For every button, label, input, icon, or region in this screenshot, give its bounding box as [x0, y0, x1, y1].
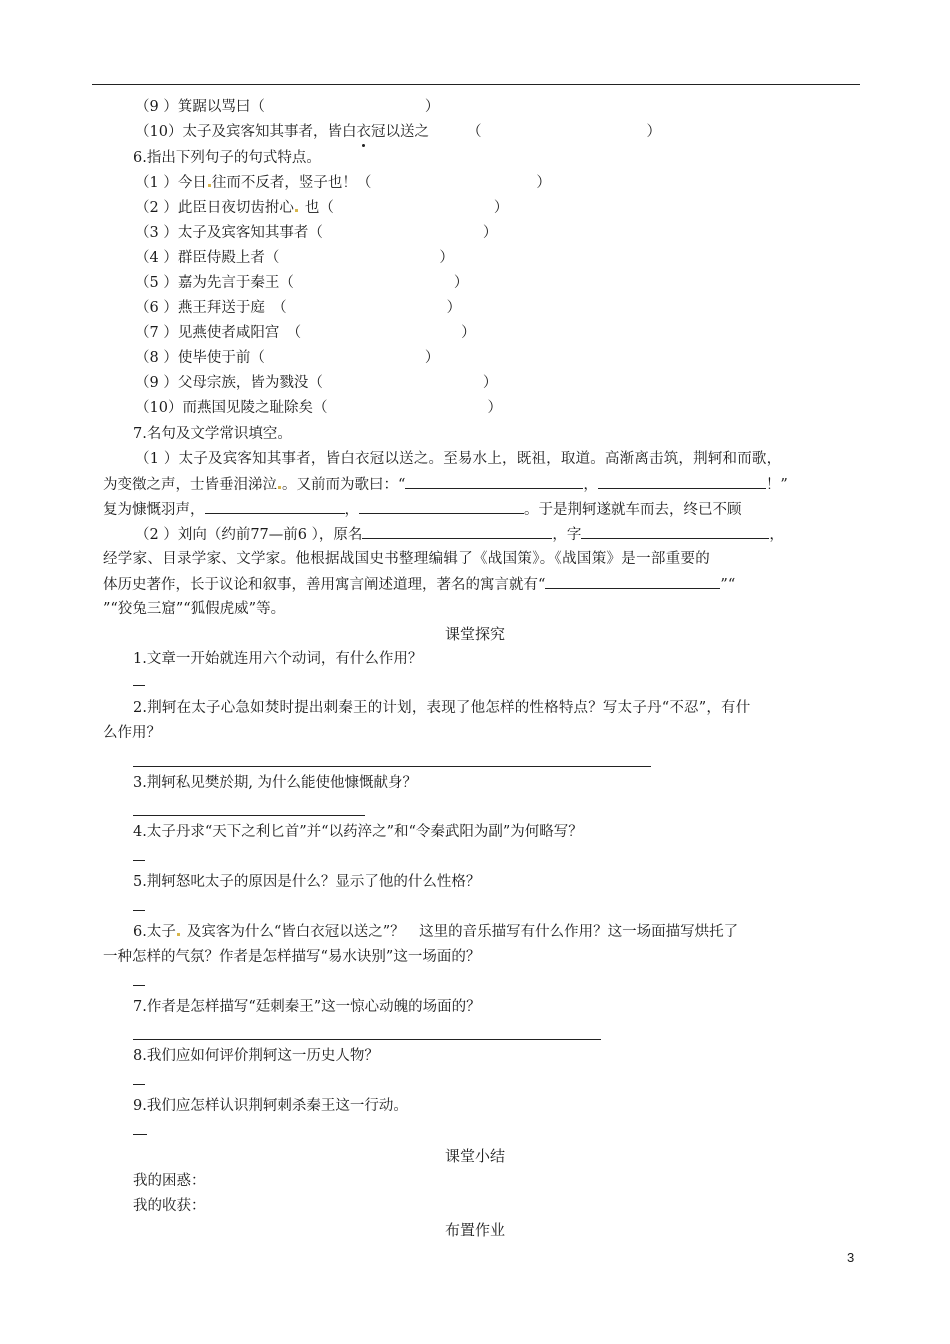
inquiry-q2-line1: 2.荆轲在太子心急如焚时提出刺秦王的计划，表现了他怎样的性格特点？写太子丹“不忍”，有什	[133, 700, 751, 716]
section-6-title: 6.指出下列句子的句式特点。	[133, 150, 321, 166]
inquiry-q3: 3.荆轲私见樊於期, 为什么能使他慷慨献身？	[133, 775, 418, 791]
answer-line[interactable]	[133, 897, 145, 917]
inquiry-q2-line2: 么作用？	[103, 725, 161, 741]
inquiry-q1: 1.文章一开始就连用六个动词，有什么作用？	[133, 651, 423, 667]
fill-blank[interactable]	[405, 474, 583, 489]
answer-line[interactable]	[133, 672, 145, 692]
header-rule	[92, 84, 860, 85]
inquiry-heading: 课堂探究	[444, 625, 505, 643]
summary-confusion: 我的困惑：	[133, 1173, 206, 1189]
answer-line[interactable]	[133, 1121, 147, 1141]
answer-line[interactable]	[133, 847, 145, 867]
homework-heading: 布置作业	[444, 1221, 505, 1239]
s7-p2-line2: 经学家、目录学家、文学家。他根据战国史书整理编辑了《战国策》。《战国策》是一部重要的	[103, 551, 711, 567]
highlight-mark	[278, 486, 281, 489]
s6-item-6: （6 ）燕王拜送于庭 （ ）	[135, 300, 462, 316]
fill-blank[interactable]	[545, 574, 720, 589]
s6-item-5: （5 ）嘉为先言于秦王（ ）	[135, 275, 469, 291]
summary-heading: 课堂小结	[444, 1147, 505, 1165]
fill-blank[interactable]	[598, 474, 766, 489]
s7-p1-line3: 复为慷慨羽声， ， 。于是荆轲遂就车而去，终已不顾	[103, 499, 742, 520]
inquiry-q6-line1: 6.太子 及宾客为什么“皆白衣冠以送之”？ 这里的音乐描写有什么作用？这一场面描写烘托了	[133, 924, 739, 940]
highlight-mark	[295, 209, 298, 212]
summary-gain: 我的收获：	[133, 1198, 206, 1214]
s7-p1-line1: （1 ）太子及宾客知其事者，皆白衣冠以送之。至易水上，既祖，取道。高渐离击筑，荆轲和而歌，	[135, 451, 782, 467]
s6-item-7: （7 ）见燕使者咸阳宫 （ ）	[135, 325, 476, 341]
inquiry-q5: 5.荆轲怒叱太子的原因是什么？显示了他的什么性格？	[133, 874, 481, 890]
dotted-emphasis: 白衣冠	[341, 124, 386, 140]
page-number: 3	[847, 1250, 855, 1265]
inquiry-q7: 7.作者是怎样描写“廷刺秦王”这一惊心动魄的场面的？	[133, 999, 481, 1015]
s6-item-4: （4 ）群臣侍殿上者（ ）	[135, 250, 454, 266]
inquiry-q4: 4.太子丹求“天下之利匕首”并“以药淬之”和“令秦武阳为副”为何略写？	[133, 824, 583, 840]
s5-item-9: （9 ）箕踞以骂曰（ ）	[135, 99, 440, 115]
answer-line[interactable]	[133, 1071, 145, 1091]
fill-blank[interactable]	[205, 499, 345, 514]
highlight-mark	[208, 184, 211, 187]
inquiry-q9: 9.我们应怎样认识荆轲刺杀秦王这一行动。	[133, 1098, 408, 1114]
s6-item-9: （9 ）父母宗族，皆为戮没（ ）	[135, 375, 498, 391]
highlight-mark	[177, 933, 180, 936]
s6-item-10: （10）而燕国见陵之耻除矣（ ）	[135, 400, 502, 416]
answer-line[interactable]	[133, 801, 365, 822]
s7-p2-line4: ”“狡兔三窟”“狐假虎威”等。	[103, 601, 286, 617]
fill-blank[interactable]	[362, 524, 552, 539]
s6-item-8: （8 ）使毕使于前（ ）	[135, 350, 440, 366]
answer-line[interactable]	[133, 972, 145, 992]
s7-p2-line3: 体历史著作，长于议论和叙事，善用寓言阐述道理，著名的寓言就有“ ”“	[103, 574, 735, 595]
inquiry-q6-line2: 一种怎样的气氛？作者是怎样描写“易水诀别”这一场面的？	[103, 949, 481, 965]
section-7-title: 7.名句及文学常识填空。	[133, 426, 292, 442]
fill-blank[interactable]	[359, 499, 524, 514]
s7-p1-line2: 为变徵之声，士皆垂泪涕泣 。又前而为歌曰：“ ， ！”	[103, 474, 788, 495]
s7-p2-line1: （2 ）刘向（约前77—前6 ），原名 ，字 ，	[135, 524, 784, 545]
fill-blank[interactable]	[581, 524, 769, 539]
s6-item-1: （1 ）今日 往而不反者，竖子也！（ ）	[135, 175, 551, 191]
s6-item-2: （2 ）此臣日夜切齿拊心 也（ ）	[135, 200, 509, 216]
answer-line[interactable]	[133, 752, 651, 773]
s5-item-10: （10）太子及宾客知其事者，皆白衣冠以送之 （ ）	[135, 124, 661, 140]
inquiry-q8: 8.我们应如何评价荆轲这一历史人物？	[133, 1048, 379, 1064]
answer-line[interactable]	[133, 1025, 601, 1046]
s6-item-3: （3 ）太子及宾客知其事者（ ）	[135, 225, 498, 241]
